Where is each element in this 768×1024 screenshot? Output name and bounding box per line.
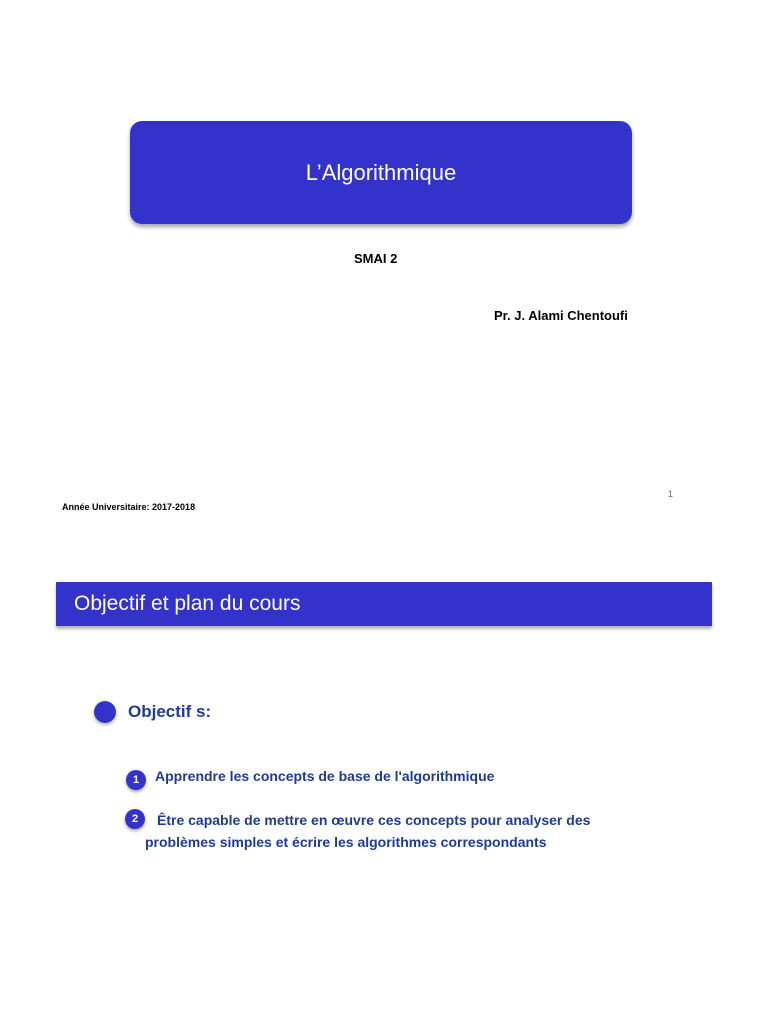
objective-item-2-line2: problèmes simples et écrire les algorithmes correspondants [145, 834, 547, 850]
slide-title: L’Algorithmique [305, 159, 457, 185]
section-header-bar [56, 582, 712, 626]
page-number: 1 [668, 489, 674, 499]
academic-year: Année Universitaire: 2017-2018 [62, 502, 196, 512]
objective-item-1: Apprendre les concepts de base de l'algorithmique [155, 768, 495, 784]
bullet-dot-icon [94, 701, 116, 723]
course-code: SMAI 2 [354, 251, 398, 266]
number-badge-1: 1 [126, 770, 146, 790]
author-name: Pr. J. Alami Chentoufi [494, 308, 628, 323]
objective-item-2-line1: Être capable de mettre en œuvre ces concepts pour analyser des [157, 812, 591, 828]
section-title: Objectif et plan du cours [74, 592, 301, 615]
title-box [130, 121, 632, 224]
objectives-heading: Objectif s: [128, 702, 212, 721]
number-badge-2: 2 [125, 809, 145, 829]
